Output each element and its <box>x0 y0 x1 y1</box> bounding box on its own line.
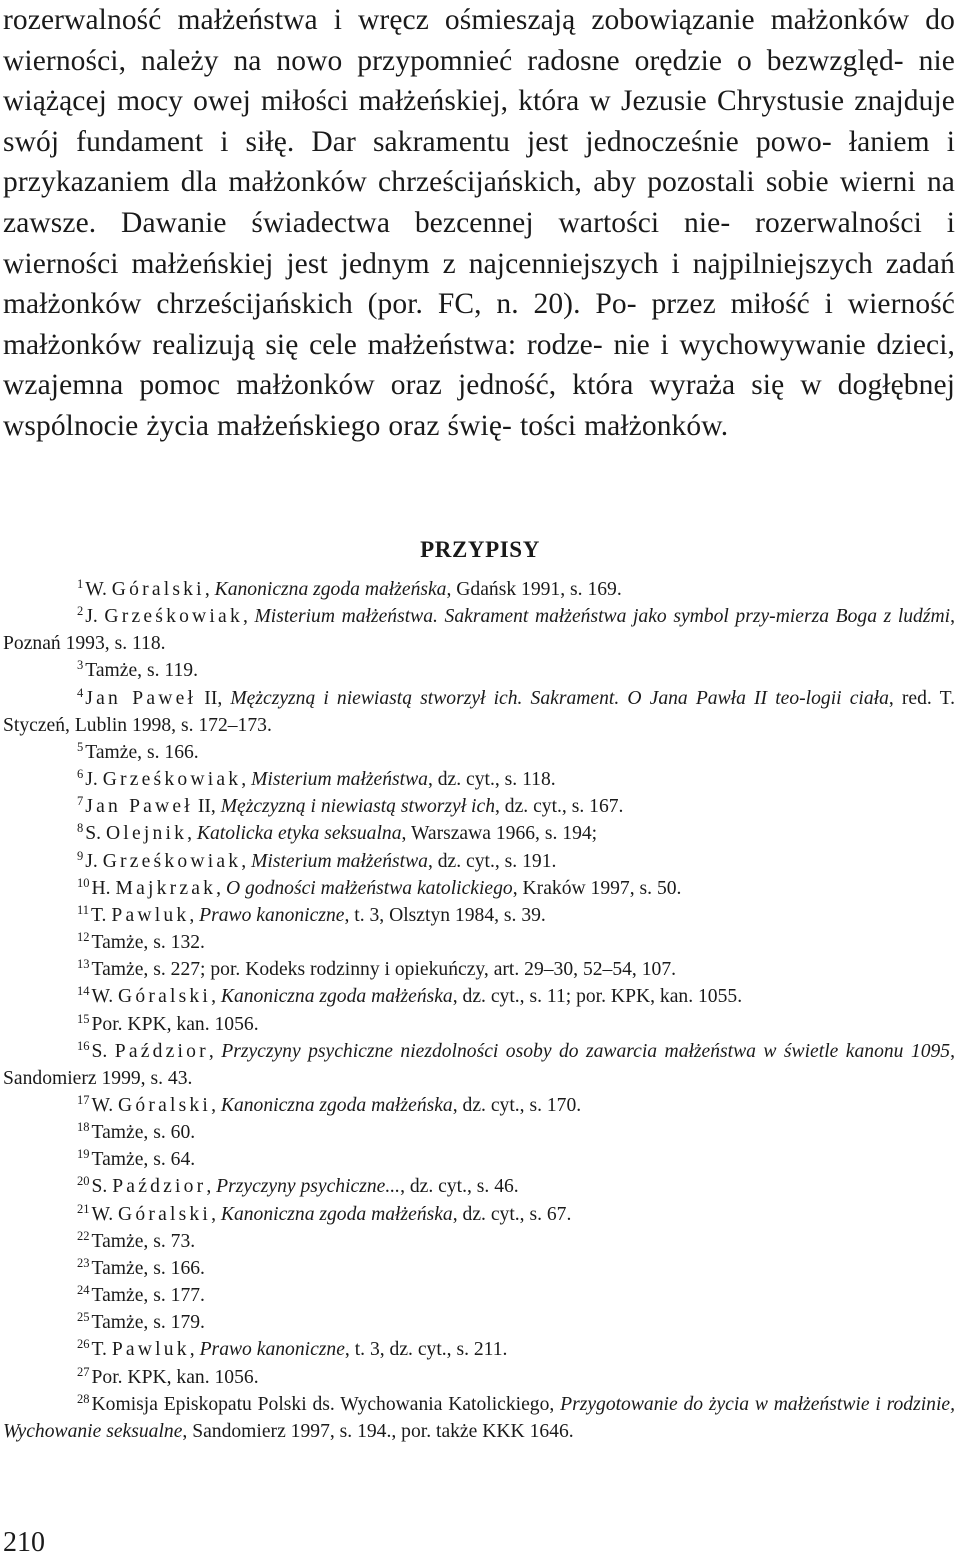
footnote-prefix: J. <box>85 850 103 872</box>
footnote-suffix: , Kraków 1997, s. 50. <box>512 877 682 899</box>
footnote-title: Mężczyzną i niewiastą stworzył ich. Sakrament. O Jana Pawła II teo-logii ciała <box>230 687 889 709</box>
footnote-prefix: S. <box>91 1176 113 1198</box>
body-line: nie wiążącej mocy owej miłości małżeńskiej, która w Jezusie Chrystusie <box>3 44 955 118</box>
footnote-separator: II, <box>196 687 231 709</box>
footnote-item: 10 H. Majkrzak, O godności małżeństwa katolickiego, Kraków 1997, s. 50. <box>77 875 682 899</box>
footnote-item: 15 Por. KPK, kan. 1056. <box>77 1011 259 1035</box>
footnote-author: Jan Paweł <box>85 796 193 818</box>
footnote-prefix: Tamże, s. 64. <box>91 1149 196 1171</box>
footnote-prefix: Tamże, s. 179. <box>91 1312 205 1334</box>
footnote-item: 22 Tamże, s. 73. <box>77 1228 196 1252</box>
footnote-author: Jan Paweł <box>85 687 197 709</box>
footnote-suffix: , dz. cyt., s. 46. <box>400 1176 519 1198</box>
footnote-separator: II, <box>192 796 221 818</box>
footnote-title: Misterium małżeństwa. Sakrament małżeństwa jako symbol przy-mierza Boga z ludźmi <box>254 606 951 628</box>
footnote-author: Góralski <box>118 1203 212 1225</box>
footnote-prefix: J. <box>85 606 105 628</box>
footnote-item: 13 Tamże, s. 227; por. Kodeks rodzinny i opiekuńczy, art. 29–30, 52–54, 107. <box>77 957 677 981</box>
footnote-suffix: , red. T. Styczeń, Lublin 1998, s. 172–173. <box>3 687 956 736</box>
footnote-item: 24 Tamże, s. 177. <box>77 1283 205 1307</box>
footnote-prefix: T. <box>91 1339 112 1361</box>
footnote-title: Przyczyny psychiczne... <box>216 1176 401 1198</box>
footnote-prefix: S. <box>91 1040 115 1062</box>
footnote-item: 5 Tamże, s. 166. <box>77 739 199 763</box>
footnote-title: Misterium małżeństwa <box>251 850 428 872</box>
footnote-item: 26 T. Pawluk, Prawo kanoniczne, t. 3, dz. cyt., s. 211. <box>77 1337 508 1361</box>
footnote-title: Kanoniczna zgoda małżeńska <box>214 579 447 600</box>
footnote-item: 4 Jan Paweł II, Mężczyzną i niewiastą stworzył ich. Sakrament. O Jana Pawła II teo-logii ciała, red. T. Styczeń, Lublin 1998, s. 172–173. <box>3 685 956 736</box>
footnote-item: 11 T. Pawluk, Prawo kanoniczne, t. 3, Olsztyn 1984, s. 39. <box>77 902 546 926</box>
footnote-item: 21 W. Góralski, Kanoniczna zgoda małżeńska, dz. cyt., s. 67. <box>77 1201 572 1225</box>
footnote-author: Góralski <box>118 1094 212 1116</box>
footnote-suffix: , Warszawa 1966, s. 194; <box>401 823 598 845</box>
footnote-item: 8 S. Olejnik, Katolicka etyka seksualna, Warszawa 1966, s. 194; <box>77 821 598 845</box>
footnote-item: 12 Tamże, s. 132. <box>77 930 205 954</box>
footnote-title: Katolicka etyka seksualna <box>196 823 402 845</box>
footnote-prefix: Tamże, s. 166. <box>85 741 199 763</box>
footnote-suffix: , dz. cyt., s. 11; por. KPK, kan. 1055. <box>452 986 743 1008</box>
footnote-item: 20 S. Paździor, Przyczyny psychiczne..., dz. cyt., s. 46. <box>77 1174 519 1198</box>
body-line: przez miłość i wierność małżonków realizują się cele małżeństwa: rodze- <box>3 288 955 361</box>
footnote-suffix: , t. 3, dz. cyt., s. 211. <box>344 1339 508 1361</box>
footnote-separator: , <box>189 904 200 926</box>
footnote-separator: , <box>206 1176 217 1198</box>
footnote-item: 27 Por. KPK, kan. 1056. <box>77 1364 259 1388</box>
footnote-item: 18 Tamże, s. 60. <box>77 1120 196 1144</box>
footnote-title: Misterium małżeństwa <box>251 769 428 791</box>
footnote-item: 28 Komisja Episkopatu Polski ds. Wychowania Katolickiego, Przygotowanie do życia w małżeństwie i rodzinie, Wychowanie seksualne, Sandomierz 1997, s. 194., por. także KKK 1646. <box>3 1391 955 1442</box>
body-line: tości małżonków. <box>519 409 729 442</box>
footnote-prefix: S. <box>85 823 106 845</box>
footnote-prefix: Tamże, s. 119. <box>85 660 198 682</box>
footnote-title: O godności małżeństwa katolickiego <box>225 877 513 899</box>
footnote-separator: , <box>189 1339 200 1361</box>
body-paragraph <box>3 0 955 447</box>
footnote-item: 19 Tamże, s. 64. <box>77 1147 196 1171</box>
footnote-separator: , <box>211 986 221 1008</box>
footnote-separator: , <box>204 579 215 600</box>
body-line: znajduje swój fundament i siłę. Dar sakramentu jest jednocześnie powo- <box>3 85 955 158</box>
footnote-author: Paździor <box>114 1040 209 1062</box>
footnote-suffix: , dz. cyt., s. 67. <box>452 1203 572 1225</box>
footnote-title: Prawo kanoniczne <box>199 904 345 926</box>
body-line: do wierności, należy na nowo przypomnieć radosne orędzie o bezwzględ- <box>3 4 955 77</box>
footnote-prefix: H. <box>91 877 116 899</box>
body-line: i najpilniejszych zadań małżonków chrześcijańskich (por. FC, n. 20). Po- <box>3 247 955 321</box>
body-line: rozerwalność małżeństwa i wręcz ośmieszają zobowiązanie małżonków <box>3 4 910 36</box>
footnote-item: 17 W. Góralski, Kanoniczna zgoda małżeńska, dz. cyt., s. 170. <box>77 1092 582 1116</box>
footnote-item: 2 J. Grześkowiak, Misterium małżeństwa. Sakrament małżeństwa jako symbol przy-mierza Boga z ludźmi, Poznań 1993, s. 118. <box>3 604 955 655</box>
footnote-prefix: W. <box>91 1203 118 1225</box>
footnote-author: Pawluk <box>111 904 190 926</box>
footnote-title: Przyczyny psychiczne niezdolności osoby do zawarcia małżeństwa w świetle kanonu 1095 <box>221 1040 951 1062</box>
footnote-prefix: W. <box>91 986 118 1008</box>
footnote-item: 1 W. Góralski, Kanoniczna zgoda małżeńska, Gdańsk 1991, s. 169. <box>77 577 622 600</box>
footnote-item: 16 S. Paździor, Przyczyny psychiczne niezdolności osoby do zawarcia małżeństwa w świetle kanonu 1095, Sandomierz 1999, s. 43. <box>3 1038 955 1089</box>
body-line: nie i wychowywanie dzieci, wzajemna pomoc małżonków oraz jedność, <box>3 328 955 402</box>
footnote-suffix: , dz. cyt., s. 170. <box>452 1094 582 1116</box>
footnote-item: 3 Tamże, s. 119. <box>77 658 198 682</box>
footnote-separator: , <box>216 877 226 899</box>
footnote-prefix: Komisja Episkopatu Polski ds. Wychowania Katolickiego, <box>91 1393 561 1415</box>
footnote-separator: , <box>241 850 252 872</box>
footnote-prefix: T. <box>91 904 112 926</box>
footnote-prefix: Por. KPK, kan. 1056. <box>91 1013 259 1035</box>
footnote-prefix: W. <box>91 1094 118 1116</box>
footnote-item: 25 Tamże, s. 179. <box>77 1310 205 1334</box>
footnote-item: 14 W. Góralski, Kanoniczna zgoda małżeńska, dz. cyt., s. 11; por. KPK, kan. 1055. <box>77 984 743 1008</box>
body-line: która wyraża się w dogłębnej wspólnocie życia małżeńskiego oraz świę- <box>3 369 955 442</box>
footnote-prefix: J. <box>85 769 103 791</box>
footnote-author: Majkrzak <box>115 877 217 899</box>
footnote-prefix: Tamże, s. 73. <box>91 1230 196 1252</box>
footnote-item: 23 Tamże, s. 166. <box>77 1255 205 1279</box>
footnote-separator: , <box>241 769 252 791</box>
footnote-author: Olejnik <box>105 823 188 845</box>
footnote-suffix: , Gdańsk 1991, s. 169. <box>446 579 622 600</box>
footnote-item: 6 J. Grześkowiak, Misterium małżeństwa, dz. cyt., s. 118. <box>77 767 556 791</box>
footnote-prefix: W. <box>85 579 112 600</box>
footnote-title: Kanoniczna zgoda małżeńska <box>220 1203 453 1225</box>
footnote-suffix: , dz. cyt., s. 167. <box>495 796 624 818</box>
footnote-author: Pawluk <box>111 1339 190 1361</box>
footnote-author: Góralski <box>118 986 212 1008</box>
footnote-title: Kanoniczna zgoda małżeńska <box>220 986 453 1008</box>
footnotes-heading: PRZYPISY <box>420 537 540 562</box>
footnote-suffix: , Sandomierz 1997, s. 194., por. także KKK 1646. <box>182 1420 574 1442</box>
footnote-prefix: Por. KPK, kan. 1056. <box>91 1366 259 1388</box>
page-number: 210 <box>3 1527 45 1558</box>
footnote-author: Góralski <box>111 579 205 600</box>
footnote-separator: , <box>208 1040 222 1062</box>
footnote-suffix: , t. 3, Olsztyn 1984, s. 39. <box>344 904 546 926</box>
footnote-suffix: , Poznań 1993, s. 118. <box>3 606 955 655</box>
footnote-author: Paździor <box>112 1176 207 1198</box>
footnote-suffix: , dz. cyt., s. 191. <box>427 850 557 872</box>
footnote-title: Kanoniczna zgoda małżeńska <box>220 1094 453 1116</box>
body-line: rozerwalności i wierności małżeńskiej jest jednym z najcenniejszych <box>3 206 955 280</box>
footnote-author: Grześkowiak <box>102 769 242 791</box>
footnote-author: Grześkowiak <box>104 606 243 628</box>
footnote-prefix: Tamże, s. 166. <box>91 1257 205 1279</box>
footnote-prefix: Tamże, s. 227; por. Kodeks rodzinny i opiekuńczy, art. 29–30, 52–54, 107. <box>91 959 677 981</box>
footnote-prefix: Tamże, s. 132. <box>91 932 205 954</box>
body-line: sobie wierni na zawsze. Dawanie świadectwa bezcennej wartości nie- <box>3 166 955 239</box>
footnote-title: Mężczyzną i niewiastą stworzył ich <box>220 796 495 818</box>
footnote-separator: , <box>187 823 197 845</box>
footnote-prefix: Tamże, s. 177. <box>91 1285 205 1307</box>
footnote-item: 7 Jan Paweł II, Mężczyzną i niewiastą stworzył ich, dz. cyt., s. 167. <box>77 794 624 818</box>
footnote-prefix: Tamże, s. 60. <box>91 1122 196 1144</box>
footnote-separator: , <box>211 1203 221 1225</box>
body-line: łaniem i przykazaniem dla małżonków chrześcijańskich, aby pozostali <box>3 125 955 199</box>
footnote-suffix: , Sandomierz 1999, s. 43. <box>3 1040 955 1089</box>
footnote-suffix: , dz. cyt., s. 118. <box>427 769 556 791</box>
footnote-separator: , <box>211 1094 221 1116</box>
footnote-title: Przygotowanie do życia w małżeństwie i rodzinie, Wychowanie seksualne <box>3 1393 955 1442</box>
footnote-separator: , <box>242 606 255 628</box>
footnotes-list <box>3 576 955 1445</box>
footnote-author: Grześkowiak <box>102 850 242 872</box>
footnote-title: Prawo kanoniczne <box>199 1339 345 1361</box>
footnote-item: 9 J. Grześkowiak, Misterium małżeństwa, dz. cyt., s. 191. <box>77 848 557 872</box>
